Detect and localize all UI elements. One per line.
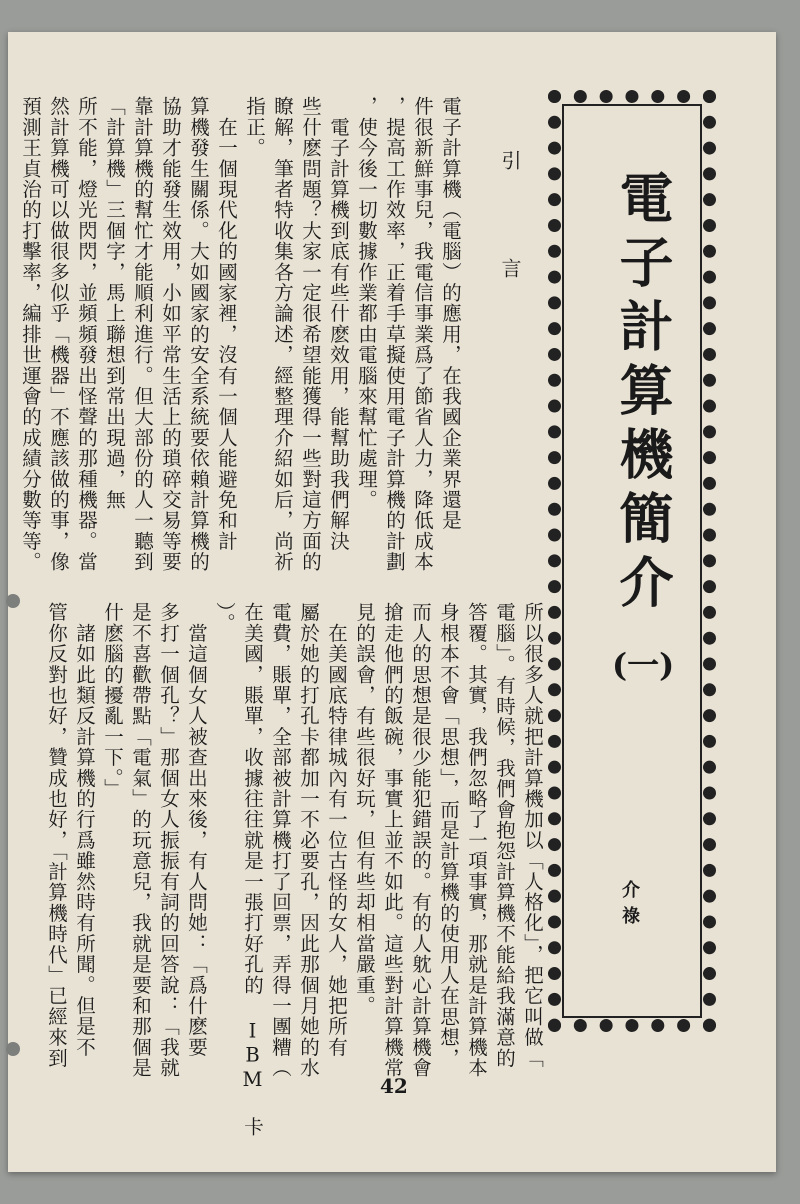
lower-text-column: 所以很多人就把計算機加以「人格化」，把它叫做「 電腦」。有時候，我們會抱怨計算機不能給我滿意的 答覆。其實，我們忽略了一項事實，那就是計算機本 身根本不會「思想」，而是計算機的使用人在思想， 而人的思想是很少能犯錯誤的。有的人躭心計算機會 搶走他們的飯碗，事實上並不如此。這些對計算機常 見的誤會，有些很好玩，但有些却相當嚴重。 在美國底特律城內有一位古怪的女人，她把所有 屬於她的打孔卡都加一不必要孔，因此那個月她的水 電費，賬單，全部被計算機打了回票，弄得一團糟（ 在美國，賬單，收據往往就是一張打好孔的 IBM ）。 當這個女人被查出來後，有人問她：「爲什麽要 多打一個孔？」那個女人振振有詞的回答說：「我就 是不喜歡帶點「電氣」的玩意兒，我就是要和那個是 什麽腦的擾亂一下。」 諸如此類反計算機的行爲雖然時有所聞。但是不 管你反對也好，贊成也好，「計算機時代」已經來到 [45, 602, 544, 1093]
punch-hole [6, 1042, 20, 1056]
upper-text-column: 電子計算機（電腦）的應用，在我國企業界還是 件很新鮮事兒，我電信事業爲了節省人力，降低成本 ，提高工作效率，正着手草擬使用電子計算機的計劃 ，使今後一切數據作業都由電腦來幫忙處理。 電子計算機到底有些什麽效用，能幫助我們解決 些什麽問題？大家一定很希望能獲得一些對這方面的 瞭解，筆者特收集各方論述，經整理介紹如后，尚祈 指正。 在一個現代化的國家裡，沒有一個人能避免和計 算機發生關係。大如國家的安全系統要依賴計算機的 協助才能發生效用，小如平常生活上的瑣碎交易等要 靠計算機的幫忙才能順利進行。但大部份的人一聽到 「計算機」三個字，馬上聯想到常出現過，無 所不能，燈光閃閃，並頻頻發出怪聲的那種機器。當 然計算機可以做很多似乎「機器」不應該做的事，像 預測王貞治的打擊率，編排世運會的成績分數等等。 [19, 96, 462, 573]
punch-hole [6, 594, 20, 608]
section-heading: 引言 [498, 150, 522, 366]
article-title: 電子計算機簡介 [611, 170, 675, 618]
page-number: 42 [380, 1074, 408, 1098]
author-name: 介祿 [619, 880, 640, 932]
part-number: (一) [612, 646, 675, 684]
